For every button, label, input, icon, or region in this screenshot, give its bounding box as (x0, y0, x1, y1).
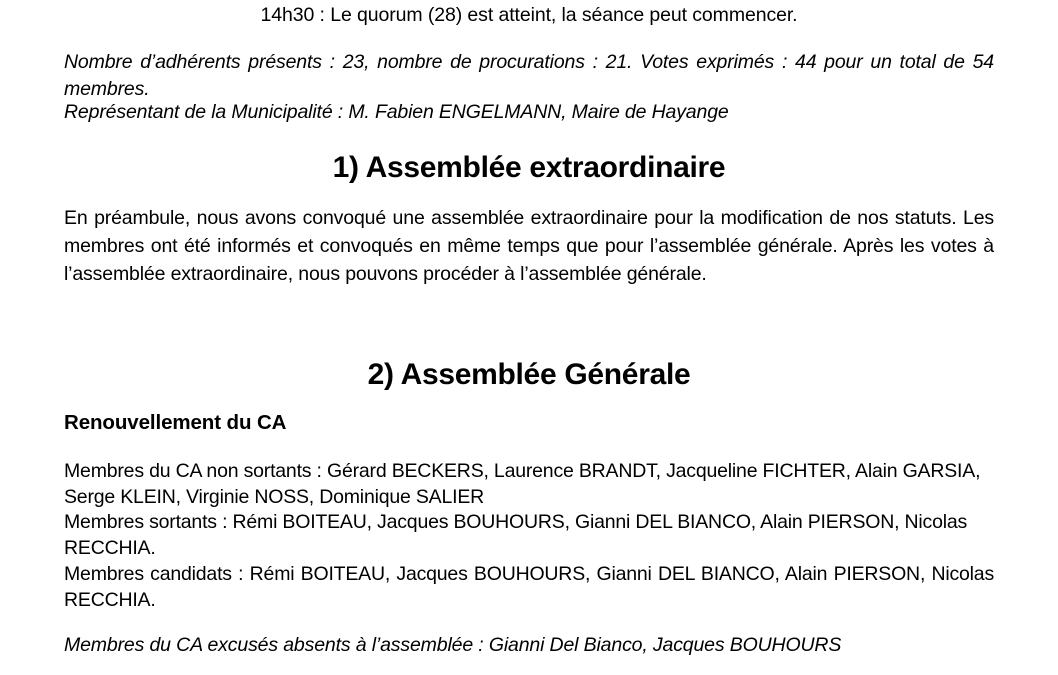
quorum-line: 14h30 : Le quorum (28) est atteint, la séance peut commencer. (260, 4, 798, 26)
members-excused: Membres du CA excusés absents à l’assemblée : Gianni Del Bianco, Jacques BOUHOURS (64, 634, 842, 656)
members-candidates: Membres candidats : Rémi BOITEAU, Jacques BOUHOURS, Gianni DEL BIANCO, Alain PIERSON, Nicolas RECCHIA. (64, 563, 994, 611)
section-one-heading: 1) Assemblée extraordinaire (332, 151, 726, 184)
members-outgoing: Membres sortants : Rémi BOITEAU, Jacques BOUHOURS, Gianni DEL BIANCO, Alain PIERSON, Nicolas RECCHIA. (64, 511, 968, 559)
renewal-subheading: Renouvellement du CA (64, 411, 287, 434)
section-one-body: En préambule, nous avons convoqué une assemblée extraordinaire pour la modification de nos statuts. Les membres ont été informés et convoqués en même temps que pour l’assemblée générale. Après les votes à l’assemblée extraordinaire, nous pouvons procéder à l’assemblée générale. (64, 207, 994, 285)
section-two-heading: 2) Assemblée Générale (367, 358, 691, 391)
attendance-counts-paragraph: Nombre d’adhérents présents : 23, nombre de procurations : 21. Votes exprimés : 44 pour un total de 54 membres. (64, 51, 994, 100)
members-non-outgoing: Membres du CA non sortants : Gérard BECKERS, Laurence BRANDT, Jacqueline FICHTER, Alain GARSIA, Serge KLEIN, Virginie NOSS, Dominique SALIER (64, 460, 981, 508)
municipality-representative-line: Représentant de la Municipalité : M. Fabien ENGELMANN, Maire de Hayange (64, 101, 729, 123)
